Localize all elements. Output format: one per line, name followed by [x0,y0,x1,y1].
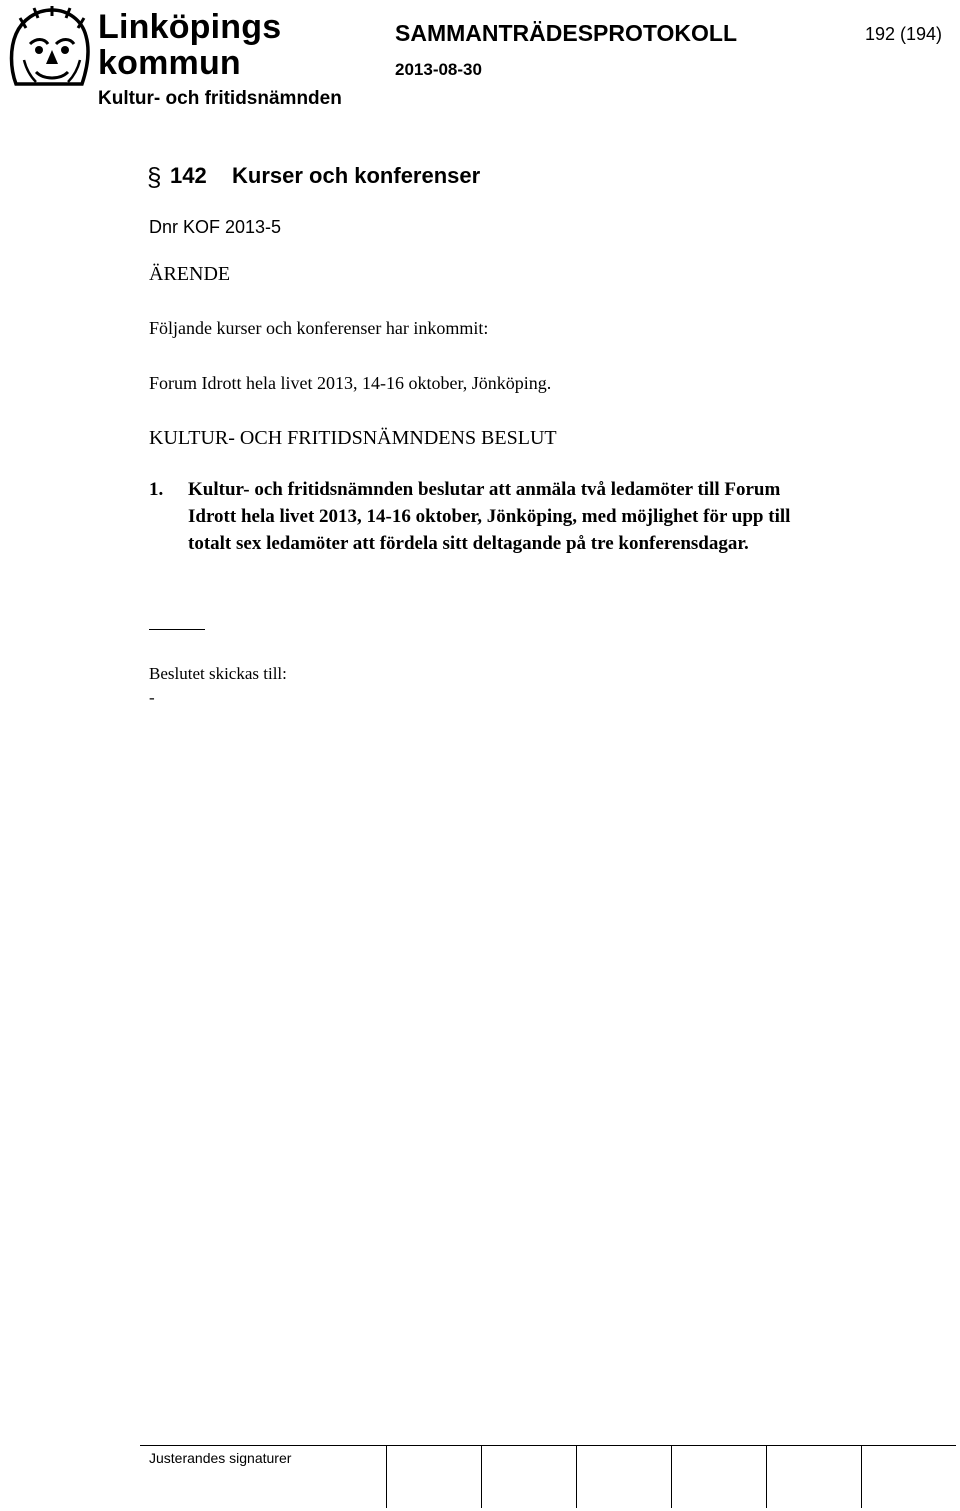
signature-table [140,1445,956,1508]
decision-item-number: 1. [149,479,164,500]
matter-heading: ÄRENDE [149,263,231,285]
lion-crest-icon [6,4,92,90]
signature-label-cell [140,1446,387,1509]
matter-intro: Följande kurser och konferenser har inkommit: [149,318,489,338]
decision-text-line: totalt sex ledamöter att fördela sitt deltagande på tre konferensdagar. [188,533,749,554]
signature-box [482,1446,577,1509]
signature-box [862,1446,957,1509]
item-number: 142 [170,163,207,188]
decision-heading: KULTUR- OCH FRITIDSNÄMNDENS BESLUT [149,427,557,449]
signature-label: Justerandes signaturer [149,1450,292,1466]
document-type: SAMMANTRÄDESPROTOKOLL [395,20,738,46]
committee-name: Kultur- och fritidsnämnden [98,88,342,109]
section-symbol: § [147,162,162,192]
distribution-value: - [149,688,155,707]
signature-box [387,1446,482,1509]
page-number: 192 (194) [865,24,943,44]
divider-line [149,629,205,630]
matter-event: Forum Idrott hela livet 2013, 14-16 oktober, Jönköping. [149,373,552,393]
decision-text-line: Idrott hela livet 2013, 14-16 oktober, Jönköping, med möjlighet för upp till [188,506,791,527]
org-name-line1: Linköpings [98,8,282,46]
document-date: 2013-08-30 [395,60,482,79]
signature-box [672,1446,767,1509]
distribution-label: Beslutet skickas till: [149,664,287,683]
decision-text-line: Kultur- och fritidsnämnden beslutar att anmäla två ledamöter till Forum [188,479,781,500]
signature-box [767,1446,862,1509]
org-name-line2: kommun [98,44,241,82]
signature-box [577,1446,672,1509]
item-title: Kurser och konferenser [232,163,481,188]
diary-number: Dnr KOF 2013-5 [149,217,282,237]
